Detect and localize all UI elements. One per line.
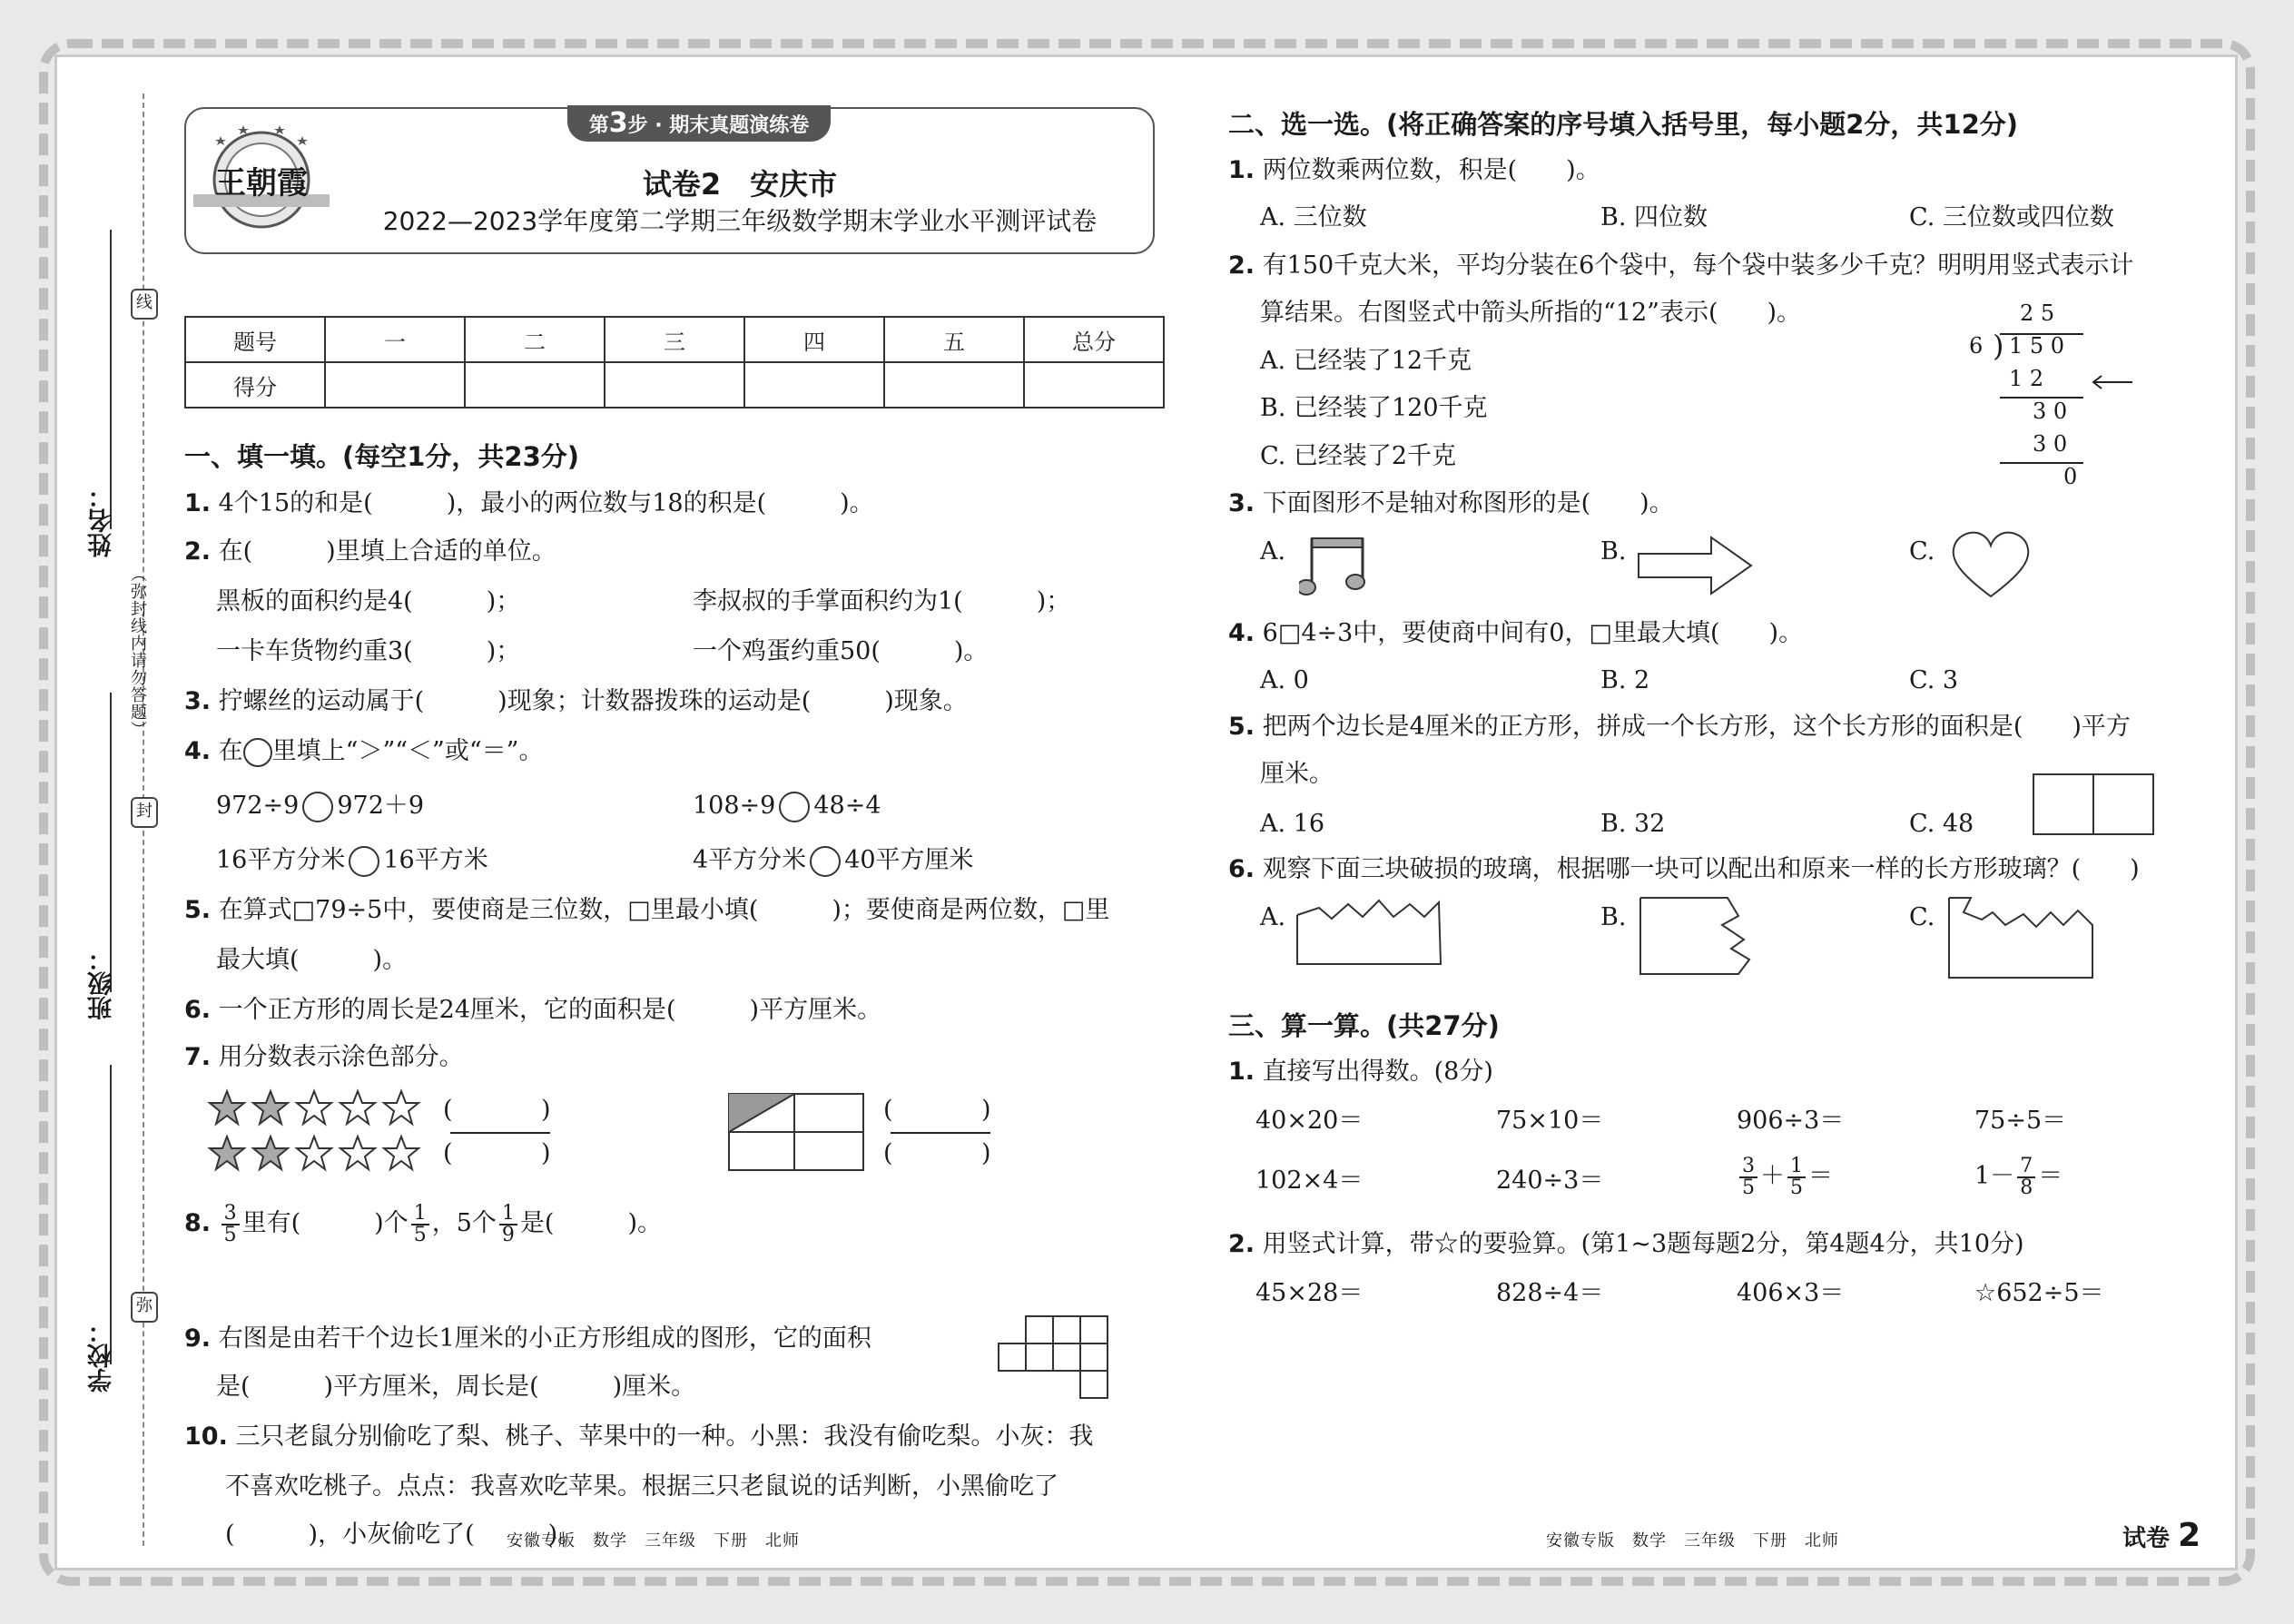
- denominator: 8: [2020, 1176, 2033, 1199]
- score-cell[interactable]: [325, 362, 465, 408]
- denominator: 5: [1790, 1176, 1803, 1199]
- paren-left: (: [883, 1096, 893, 1124]
- question-text: 6□4÷3中，要使商中间有0，□里最大填( )。: [1262, 619, 1804, 647]
- s1-q2-d: 一个鸡蛋约重50( )。: [693, 637, 989, 665]
- s2-q5: [1228, 709, 2131, 745]
- question-text: 4个15的和是( )，最小的两位数与18的积是( )。: [218, 489, 874, 517]
- question-text: 两位数乘两位数，积是( )。: [1262, 156, 1600, 184]
- question-text: 在( )里填上合适的单位。: [218, 537, 556, 566]
- s1-q4-d: [693, 842, 974, 879]
- div-step3: 3 0: [2033, 431, 2068, 457]
- div-dividend: 1 5 0: [2009, 333, 2065, 359]
- s2-q4-option-c[interactable]: C. 3: [1909, 666, 1959, 694]
- s2-q6-option-b[interactable]: B.: [1600, 903, 1627, 931]
- score-row-label: 得分: [185, 362, 325, 408]
- page-label: 试卷: [2122, 1525, 2171, 1552]
- paren-left: (: [883, 1139, 893, 1167]
- s2-q1-option-b[interactable]: B. 四位数: [1600, 203, 1708, 231]
- paren-right: ): [541, 1096, 551, 1124]
- operator: ＋: [1760, 1162, 1785, 1190]
- star-outline-icon: [297, 1091, 331, 1124]
- s1-q7: [184, 1039, 464, 1076]
- step-prefix: 第: [588, 114, 609, 137]
- exam-header: [184, 107, 1155, 254]
- step-suffix: 步 · 期末真题演练卷: [627, 114, 810, 137]
- s2-q6-option-a[interactable]: A.: [1260, 903, 1286, 931]
- compare-circle-input[interactable]: [779, 792, 810, 822]
- fraction: [499, 1201, 517, 1246]
- section2-title: 二、选一选。(将正确答案的序号填入括号里，每小题2分，共12分): [1228, 109, 2019, 140]
- div-step2: 3 0: [2033, 399, 2068, 424]
- div-step1: 1 2: [2009, 366, 2044, 391]
- s2-q4-option-b[interactable]: B. 2: [1600, 666, 1650, 694]
- question-text: 三只老鼠分别偷吃了梨、桃子、苹果中的一种。小黑：我没有偷吃梨。小灰：我: [235, 1422, 1094, 1451]
- star-shaded-icon: [253, 1137, 288, 1169]
- question-text: 右图是由若干个边长1厘米的小正方形组成的图形，它的面积: [218, 1324, 871, 1353]
- binding-margin: [57, 57, 166, 1573]
- name-field[interactable]: [83, 230, 112, 477]
- arrow-right-shape-icon: [1637, 534, 1755, 597]
- question-number: 6.: [184, 996, 212, 1024]
- logo-text: 王朝霞: [215, 165, 308, 202]
- fraction: [1787, 1156, 1806, 1198]
- compare-circle-input[interactable]: [349, 846, 379, 877]
- question-number: 3.: [184, 687, 212, 715]
- div-step4: 0: [2063, 464, 2078, 489]
- question-text: 用竖式计算，带☆的要验算。(第1~3题每题2分，第4题4分，共10分): [1262, 1230, 2024, 1258]
- question-text-post: 里填上“＞”“＜”或“＝”。: [271, 737, 544, 765]
- star-outline-icon: [340, 1091, 375, 1124]
- compare-right: 972＋9: [337, 792, 425, 820]
- exam-title: 试卷2 安庆市: [642, 167, 838, 202]
- score-cell[interactable]: [744, 362, 884, 408]
- s1-q2: [184, 534, 556, 570]
- question-number: 3.: [1228, 489, 1255, 517]
- fraction-bar: [891, 1132, 990, 1134]
- question-number: 8.: [184, 1209, 212, 1237]
- compare-right: 48÷4: [813, 792, 881, 820]
- binding-note: （弥封线内请勿答题）: [128, 566, 147, 738]
- score-cell[interactable]: [605, 362, 744, 408]
- question-number: 1.: [184, 489, 212, 517]
- page-number: [2122, 1517, 2200, 1554]
- fraction-answer-blank-2[interactable]: [883, 1092, 997, 1178]
- score-cell[interactable]: [465, 362, 605, 408]
- calc-item: 828÷4＝: [1496, 1279, 1604, 1307]
- broken-glass-c-icon: [1945, 892, 2100, 983]
- calc-item: 102×4＝: [1255, 1166, 1364, 1195]
- class-field[interactable]: [83, 693, 112, 940]
- step-banner: [567, 105, 831, 142]
- question-number: 1.: [1228, 1058, 1255, 1086]
- fraction-answer-blank-1[interactable]: [443, 1092, 556, 1178]
- question-text: 一个正方形的周长是24厘米，它的面积是( )平方厘米。: [218, 996, 882, 1024]
- s1-q4-a: [216, 788, 424, 824]
- name-label: 姓名：: [88, 484, 116, 557]
- equals: ＝: [1808, 1162, 1833, 1190]
- paren-right: ): [981, 1139, 991, 1167]
- score-table-header-row: [185, 317, 1164, 362]
- numerator: 7: [2017, 1156, 2035, 1178]
- s2-q3-option-c[interactable]: C.: [1909, 537, 1935, 566]
- question-text: ，5个: [431, 1209, 497, 1237]
- shaded-rectangle-figure: [727, 1092, 865, 1172]
- exam-sheet: [54, 54, 2238, 1570]
- question-text: 把两个边长是4厘米的正方形，拼成一个长方形，这个长方形的面积是( )平方: [1262, 713, 2131, 741]
- s2-q2-option-b[interactable]: B. 已经装了120千克: [1260, 394, 1488, 422]
- score-header-cell: 四: [744, 317, 884, 362]
- numerator: 1: [1787, 1156, 1806, 1178]
- compare-right: 40平方厘米: [844, 846, 974, 874]
- question-number: 4.: [184, 737, 212, 765]
- numerator: 3: [222, 1204, 240, 1225]
- s1-q10-line2: 不喜欢吃桃子。点点：我喜欢吃苹果。根据三只老鼠说的话判断，小黑偷吃了: [225, 1472, 1058, 1501]
- calc-item-fraction: [1737, 1152, 1833, 1201]
- section1-title: 一、填一填。(每空1分，共23分): [184, 441, 580, 472]
- score-header-cell: 题号: [185, 317, 325, 362]
- footer-right: 安徽专版 数学 三年级 下册 北师: [1546, 1531, 1839, 1550]
- compare-left: 16平方分米: [216, 846, 346, 874]
- score-header-cell: 一: [325, 317, 465, 362]
- s2-q2: [1228, 248, 2133, 284]
- s1-q10: [184, 1419, 1093, 1455]
- star-outline-icon: [384, 1091, 418, 1124]
- s1-q4-b: [693, 788, 881, 824]
- s3-q2: [1228, 1226, 2024, 1263]
- calc-item-fraction: [1974, 1152, 2063, 1201]
- numerator: 1: [499, 1204, 517, 1225]
- score-cell[interactable]: [884, 362, 1024, 408]
- score-table-score-row: [185, 362, 1164, 408]
- s2-q3-option-a[interactable]: A.: [1260, 537, 1286, 566]
- calc-item: 45×28＝: [1255, 1279, 1364, 1307]
- s2-q1: [1228, 153, 1600, 189]
- calc-item: 240÷3＝: [1496, 1166, 1604, 1195]
- question-text-pre: 在: [218, 737, 243, 765]
- score-header-cell: 三: [605, 317, 744, 362]
- question-text: 里有( )个: [241, 1209, 409, 1237]
- seal-char-mi: 弥: [131, 1292, 158, 1323]
- s2-q5-option-c[interactable]: C. 48: [1909, 810, 1974, 838]
- seal-char-line: 线: [131, 289, 158, 320]
- score-header-cell: 总分: [1024, 317, 1164, 362]
- fraction: [2017, 1156, 2035, 1198]
- school-label: 学校：: [88, 1319, 116, 1393]
- s2-q5-option-a[interactable]: A. 16: [1260, 810, 1325, 838]
- paren-left: (: [443, 1139, 453, 1167]
- score-header-cell: 五: [884, 317, 1024, 362]
- fraction: [1739, 1156, 1757, 1198]
- star-outline-icon: [384, 1137, 418, 1169]
- page-num: 2: [2178, 1517, 2201, 1554]
- compare-right: 16平方米: [383, 846, 488, 874]
- school-field[interactable]: [83, 1065, 112, 1312]
- compare-left: 108÷9: [693, 792, 776, 820]
- denominator: 5: [413, 1223, 427, 1246]
- fraction: [411, 1201, 429, 1246]
- numerator: 1: [411, 1204, 429, 1225]
- question-number: 7.: [184, 1043, 212, 1071]
- denominator: 5: [223, 1223, 237, 1246]
- div-quotient: 2 5: [2020, 300, 2055, 326]
- s1-q1: [184, 486, 874, 522]
- s1-q5-line2: 最大填( )。: [216, 946, 408, 974]
- s1-q4-c: [216, 842, 488, 879]
- s1-q4: [184, 733, 543, 770]
- question-text: 用分数表示涂色部分。: [218, 1043, 464, 1071]
- fraction: [222, 1201, 240, 1246]
- square-grid-figure: [997, 1314, 1113, 1405]
- calc-prefix: 1－: [1974, 1162, 2015, 1190]
- publisher-logo: [193, 118, 330, 236]
- s2-q2-line2: 算结果。右图竖式中箭头所指的“12”表示( )。: [1260, 299, 1802, 327]
- paren-right: ): [541, 1139, 551, 1167]
- question-number: 9.: [184, 1324, 212, 1353]
- two-squares-figure: [2032, 773, 2159, 838]
- star-outline-icon: [297, 1137, 331, 1169]
- s1-q2-c: 一卡车货物约重3( )；: [216, 637, 521, 665]
- compare-circle-input[interactable]: [302, 792, 333, 822]
- question-number: 2.: [184, 537, 212, 566]
- s2-q2-option-a[interactable]: A. 已经装了12千克: [1260, 347, 1472, 375]
- s2-q1-option-c[interactable]: C. 三位数或四位数: [1909, 203, 2114, 231]
- div-bracket-icon: ): [1993, 329, 2004, 363]
- question-text: 下面图形不是轴对称图形的是( )。: [1262, 489, 1674, 517]
- question-number: 5.: [1228, 713, 1255, 741]
- long-division-figure: [1936, 300, 2136, 491]
- class-label: 班级：: [88, 947, 116, 1020]
- s1-q3: [184, 684, 968, 720]
- question-number: 4.: [1228, 619, 1255, 647]
- s2-q4: [1228, 615, 1803, 652]
- question-text: 拧螺丝的运动属于( )现象；计数器拨珠的运动是( )现象。: [218, 687, 968, 715]
- star-shaded-icon: [253, 1091, 288, 1124]
- score-cell[interactable]: [1024, 362, 1164, 408]
- s2-q2-option-c[interactable]: C. 已经装了2千克: [1260, 442, 1457, 470]
- question-number: 1.: [1228, 156, 1255, 184]
- broken-glass-a-icon: [1292, 897, 1446, 969]
- question-number: 6.: [1228, 855, 1255, 883]
- s2-q5-line2: 厘米。: [1260, 760, 1334, 788]
- footer-left: 安徽专版 数学 三年级 下册 北师: [507, 1531, 800, 1550]
- question-text: 有150千克大米，平均分装在6个袋中，每个袋中装多少千克？明明用竖式表示计: [1262, 251, 2134, 280]
- star-shaded-icon: [210, 1137, 244, 1169]
- circle-icon: [243, 738, 272, 767]
- star-shaded-icon: [210, 1091, 244, 1124]
- s2-q5-option-b[interactable]: B. 32: [1600, 810, 1666, 838]
- question-number: 5.: [184, 896, 212, 924]
- s1-q9: [184, 1321, 871, 1357]
- compare-left: 972÷9: [216, 792, 300, 820]
- broken-glass-b-icon: [1637, 892, 1773, 983]
- s2-q4-option-a[interactable]: A. 0: [1260, 666, 1309, 694]
- s1-q2-b: 李叔叔的手掌面积约为1( )；: [693, 587, 1071, 615]
- heart-icon: [1950, 529, 2032, 602]
- exam-subtitle: 2022—2023学年度第二学期三年级数学期末学业水平测评试卷: [382, 206, 1098, 236]
- s2-q3-option-b[interactable]: B.: [1600, 537, 1627, 566]
- calc-item: 906÷3＝: [1737, 1107, 1845, 1135]
- seal-char-seal: 封: [131, 797, 158, 828]
- denominator: 9: [501, 1223, 515, 1246]
- calc-item: 40×20＝: [1255, 1107, 1364, 1135]
- s3-q1: [1228, 1054, 1493, 1090]
- step-number: 3: [608, 107, 628, 139]
- equals: ＝: [2038, 1162, 2063, 1190]
- arrow-left-icon: [2089, 373, 2134, 391]
- section3-title: 三、算一算。(共27分): [1228, 1010, 1500, 1041]
- s1-q6: [184, 992, 881, 1029]
- question-text: 直接写出得数。(8分): [1262, 1058, 1493, 1086]
- div-divisor: 6: [1969, 333, 1984, 359]
- paren-right: ): [981, 1096, 991, 1124]
- s2-q6: [1228, 851, 2140, 888]
- question-text: 在算式□79÷5中，要使商是三位数，□里最小填( )；要使商是两位数，□里: [218, 896, 1110, 924]
- denominator: 5: [1742, 1176, 1755, 1199]
- s1-q9-line2: 是( )平方厘米，周长是( )厘米。: [216, 1373, 696, 1401]
- score-header-cell: 二: [465, 317, 605, 362]
- calc-item: ☆652÷5＝: [1974, 1279, 2104, 1307]
- music-note-icon: [1299, 531, 1372, 604]
- stars-figure: [207, 1088, 425, 1187]
- compare-circle-input[interactable]: [810, 846, 841, 877]
- star-outline-icon: [340, 1137, 375, 1169]
- score-table: [184, 316, 1165, 408]
- question-text: 观察下面三块破损的玻璃，根据哪一块可以配出和原来一样的长方形玻璃？( ): [1262, 855, 2140, 883]
- s1-q8: [184, 1199, 662, 1248]
- numerator: 3: [1739, 1156, 1757, 1178]
- s2-q3: [1228, 486, 1674, 522]
- question-number: 10.: [184, 1422, 228, 1451]
- calc-item: 75×10＝: [1496, 1107, 1604, 1135]
- calc-item: 406×3＝: [1737, 1279, 1845, 1307]
- paren-left: (: [443, 1096, 453, 1124]
- s1-q2-a: 黑板的面积约是4( )；: [216, 587, 521, 615]
- s2-q6-option-c[interactable]: C.: [1909, 903, 1935, 931]
- s1-q10-line3: ( )，小灰偷吃了( )。: [225, 1521, 583, 1549]
- calc-item: 75÷5＝: [1974, 1107, 2067, 1135]
- fraction-bar: [450, 1132, 550, 1134]
- s2-q1-option-a[interactable]: A. 三位数: [1260, 203, 1367, 231]
- compare-left: 4平方分米: [693, 846, 807, 874]
- question-text: 是( )。: [519, 1209, 662, 1237]
- question-number: 2.: [1228, 251, 1255, 280]
- question-number: 2.: [1228, 1230, 1255, 1258]
- s1-q5: [184, 892, 1109, 929]
